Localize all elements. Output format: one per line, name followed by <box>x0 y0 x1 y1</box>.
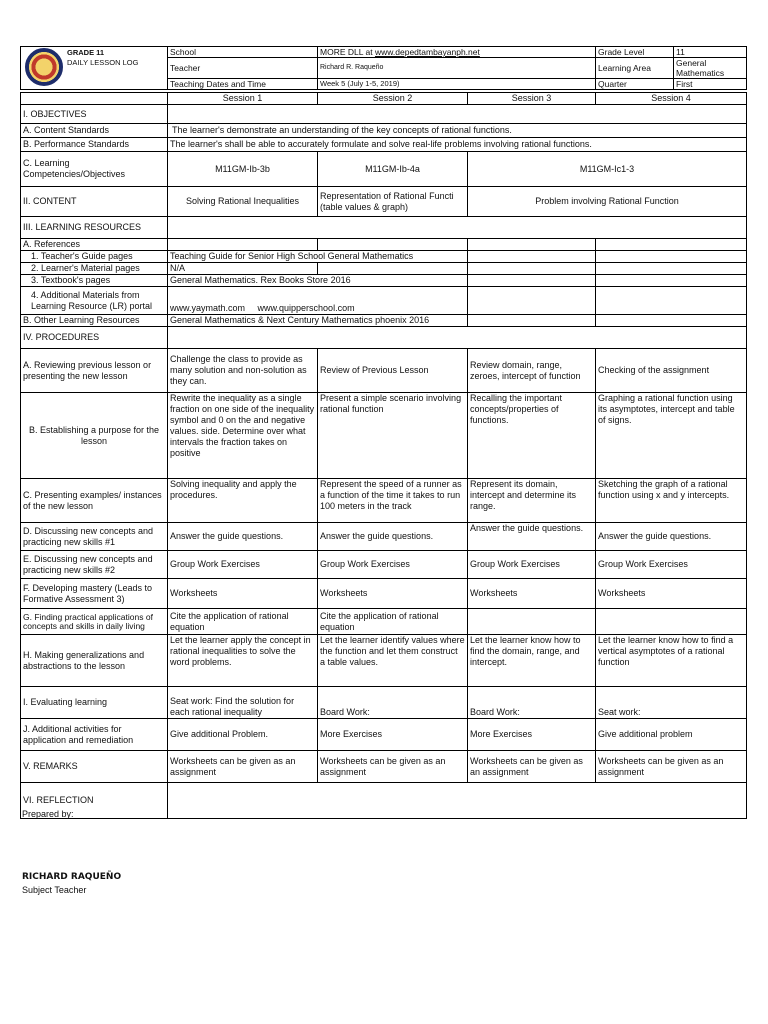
resources-heading: III. LEARNING RESOURCES <box>21 217 168 239</box>
grade-heading: GRADE 11 <box>67 48 105 57</box>
procedure-a-s4: Checking of the assignment <box>596 349 747 393</box>
procedure-a-s3: Review domain, range, zeroes, intercept of function <box>468 349 596 393</box>
procedure-e-s2: Group Work Exercises <box>318 551 468 579</box>
content-standards-label: A. Content Standards <box>21 124 168 138</box>
dates-value: Week 5 (July 1-5, 2019) <box>318 79 596 90</box>
procedure-b-s4: Graphing a rational function using its asymptotes, intercept and table of signs. <box>596 393 747 479</box>
procedure-f-s1: Worksheets <box>168 579 318 609</box>
quarter-value: First <box>674 79 747 90</box>
procedure-i-s1: Seat work: Find the solution for each rational inequality <box>168 687 318 719</box>
lm-s4 <box>596 263 747 275</box>
procedure-g-label: G. Finding practical applications of concepts and skills in daily living <box>21 609 168 635</box>
tb-label: 3. Textbook's pages <box>21 275 168 287</box>
remarks-s1: Worksheets can be given as an assignment <box>168 751 318 783</box>
learning-area-label: Learning Area <box>596 58 674 79</box>
procedure-j-s1: Give additional Problem. <box>168 719 318 751</box>
procedure-a-label: A. Reviewing previous lesson or presenting the new lesson <box>21 349 168 393</box>
additional-materials-value: www.yaymath.com www.quipperschool.com <box>168 287 468 315</box>
procedure-i-s2: Board Work: <box>318 687 468 719</box>
procedure-e-s1: Group Work Exercises <box>168 551 318 579</box>
teacher-value: Richard R. Raqueño <box>318 58 596 79</box>
teacher-role: Subject Teacher <box>22 885 87 895</box>
add-s3 <box>468 287 596 315</box>
other-resources-label: B. Other Learning Resources <box>21 315 168 327</box>
procedure-f-s2: Worksheets <box>318 579 468 609</box>
session-corner <box>21 93 168 105</box>
procedure-d-s4: Answer the guide questions. <box>596 523 747 551</box>
procedure-a-s2: Review of Previous Lesson <box>318 349 468 393</box>
header-table <box>20 46 747 90</box>
deped-seal-icon <box>25 48 63 86</box>
objectives-blank <box>168 105 747 124</box>
lm-s3 <box>468 263 596 275</box>
log-title: DAILY LESSON LOG <box>67 58 139 67</box>
session-4-header: Session 4 <box>596 93 747 105</box>
references-s4 <box>596 239 747 251</box>
procedure-c-s1: Solving inequality and apply the procedures. <box>168 479 318 523</box>
content-label: II. CONTENT <box>21 187 168 217</box>
content-standards-value: The learner's demonstrate an understanding of the key concepts of rational functions. <box>168 124 747 138</box>
procedure-j-s2: More Exercises <box>318 719 468 751</box>
other-s4 <box>596 315 747 327</box>
procedure-h-s1: Let the learner apply the concept in rational inequalities to solve the word problems. <box>168 635 318 687</box>
procedure-e-s3: Group Work Exercises <box>468 551 596 579</box>
content-session-1: Solving Rational Inequalities <box>168 187 318 217</box>
references-s1 <box>168 239 318 251</box>
content-session-2: Representation of Rational Functi (table values & graph) <box>318 187 468 217</box>
content-session-3-4: Problem involving Rational Function <box>468 187 747 217</box>
procedure-a-s1: Challenge the class to provide as many solution and non-solution as they can. <box>168 349 318 393</box>
procedure-j-s4: Give additional problem <box>596 719 747 751</box>
procedure-c-s2: Represent the speed of a runner as a function of the time it takes to run 100 meters in the track <box>318 479 468 523</box>
competency-session-1: M11GM-Ib-3b <box>168 152 318 187</box>
procedure-g-s1: Cite the application of rational equation <box>168 609 318 635</box>
procedure-i-label: I. Evaluating learning <box>21 687 168 719</box>
objectives-heading: I. OBJECTIVES <box>21 105 168 124</box>
procedure-g-s2: Cite the application of rational equation <box>318 609 468 635</box>
procedure-e-s4: Group Work Exercises <box>596 551 747 579</box>
remarks-s2: Worksheets can be given as an assignment <box>318 751 468 783</box>
school-value-prefix: MORE DLL at <box>320 47 375 57</box>
dates-label: Teaching Dates and Time <box>168 79 318 90</box>
quarter-label: Quarter <box>596 79 674 90</box>
performance-standards-label: B. Performance Standards <box>21 138 168 152</box>
remarks-s4: Worksheets can be given as an assignment <box>596 751 747 783</box>
procedures-blank <box>168 327 747 349</box>
procedure-b-s2: Present a simple scenario involving rational function <box>318 393 468 479</box>
procedure-i-s3: Board Work: <box>468 687 596 719</box>
procedure-d-s1: Answer the guide questions. <box>168 523 318 551</box>
remarks-s3: Worksheets can be given as an assignment <box>468 751 596 783</box>
procedure-c-s3: Represent its domain, intercept and determine its range. <box>468 479 596 523</box>
grade-level-value: 11 <box>674 47 747 58</box>
references-label: A. References <box>21 239 168 251</box>
procedure-j-s3: More Exercises <box>468 719 596 751</box>
references-s3 <box>468 239 596 251</box>
procedure-d-label: D. Discussing new concepts and practicing new skills #1 <box>21 523 168 551</box>
session-2-header: Session 2 <box>318 93 468 105</box>
tg-s3 <box>468 251 596 263</box>
tg-label: 1. Teacher's Guide pages <box>21 251 168 263</box>
procedure-d-s3: Answer the guide questions. <box>468 523 596 551</box>
competency-session-2: M11GM-Ib-4a <box>318 152 468 187</box>
procedure-h-s3: Let the learner know how to find the domain, range, and intercept. <box>468 635 596 687</box>
procedure-d-s2: Answer the guide questions. <box>318 523 468 551</box>
teacher-label: Teacher <box>168 58 318 79</box>
procedure-e-label: E. Discussing new concepts and practicing new skills #2 <box>21 551 168 579</box>
teacher-signature-name: RICHARD RAQUEÑO <box>22 872 122 882</box>
dll-link[interactable]: www.depedtambayanph.net <box>374 47 480 57</box>
tb-s4 <box>596 275 747 287</box>
procedure-f-label: F. Developing mastery (Leads to Formative Assessment 3) <box>21 579 168 609</box>
resources-blank <box>168 217 747 239</box>
procedure-c-s4: Sketching the graph of a rational function using x and y intercepts. <box>596 479 747 523</box>
tg-s4 <box>596 251 747 263</box>
performance-standards-value: The learner's shall be able to accurately formulate and solve real-life problems involving rational functions. <box>168 138 747 152</box>
lm-label: 2. Learner's Material pages <box>21 263 168 275</box>
tg-value: Teaching Guide for Senior High School General Mathematics <box>168 251 468 263</box>
session-1-header: Session 1 <box>168 93 318 105</box>
procedure-h-label: H. Making generalizations and abstractions to the lesson <box>21 635 168 687</box>
tb-s3 <box>468 275 596 287</box>
prepared-by: Prepared by: <box>22 809 74 819</box>
other-s3 <box>468 315 596 327</box>
learning-area-value: General Mathematics <box>674 58 747 79</box>
procedure-h-s2: Let the learner identify values where the function and let them construct a table values. <box>318 635 468 687</box>
school-value <box>318 47 596 58</box>
lesson-table <box>20 92 747 819</box>
procedure-b-s3: Recalling the important concepts/properties of functions. <box>468 393 596 479</box>
procedure-j-label: J. Additional activities for application and remediation <box>21 719 168 751</box>
other-resources-value: General Mathematics & Next Century Mathematics phoenix 2016 <box>168 315 468 327</box>
procedure-b-s1: Rewrite the inequality as a single fraction on one side of the inequality symbol and 0 on the and negative values. side. Determine over what intervals the fraction takes on positive <box>168 393 318 479</box>
lm-s2 <box>318 263 468 275</box>
daily-lesson-log-sheet <box>20 46 746 819</box>
competency-session-3-4: M11GM-Ic1-3 <box>468 152 747 187</box>
lm-value: N/A <box>168 263 318 275</box>
procedure-g-s4 <box>596 609 747 635</box>
references-s2 <box>318 239 468 251</box>
grade-level-label: Grade Level <box>596 47 674 58</box>
tb-value: General Mathematics. Rex Books Store 2016 <box>168 275 468 287</box>
additional-materials-label: 4. Additional Materials from Learning Resource (LR) portal <box>21 287 168 315</box>
reflection-blank <box>168 783 747 819</box>
procedure-g-s3 <box>468 609 596 635</box>
reflection-label: VI. REFLECTION <box>21 783 168 819</box>
competencies-label: C. Learning Competencies/Objectives <box>21 152 168 187</box>
remarks-label: V. REMARKS <box>21 751 168 783</box>
procedure-f-s3: Worksheets <box>468 579 596 609</box>
procedure-f-s4: Worksheets <box>596 579 747 609</box>
school-label: School <box>168 47 318 58</box>
procedure-c-label: C. Presenting examples/ instances of the new lesson <box>21 479 168 523</box>
procedure-h-s4: Let the learner know how to find a vertical asymptotes of a rational function <box>596 635 747 687</box>
procedure-b-label: B. Establishing a purpose for the lesson <box>21 393 168 479</box>
procedures-heading: IV. PROCEDURES <box>21 327 168 349</box>
procedure-i-s4: Seat work: <box>596 687 747 719</box>
session-3-header: Session 3 <box>468 93 596 105</box>
add-s4 <box>596 287 747 315</box>
